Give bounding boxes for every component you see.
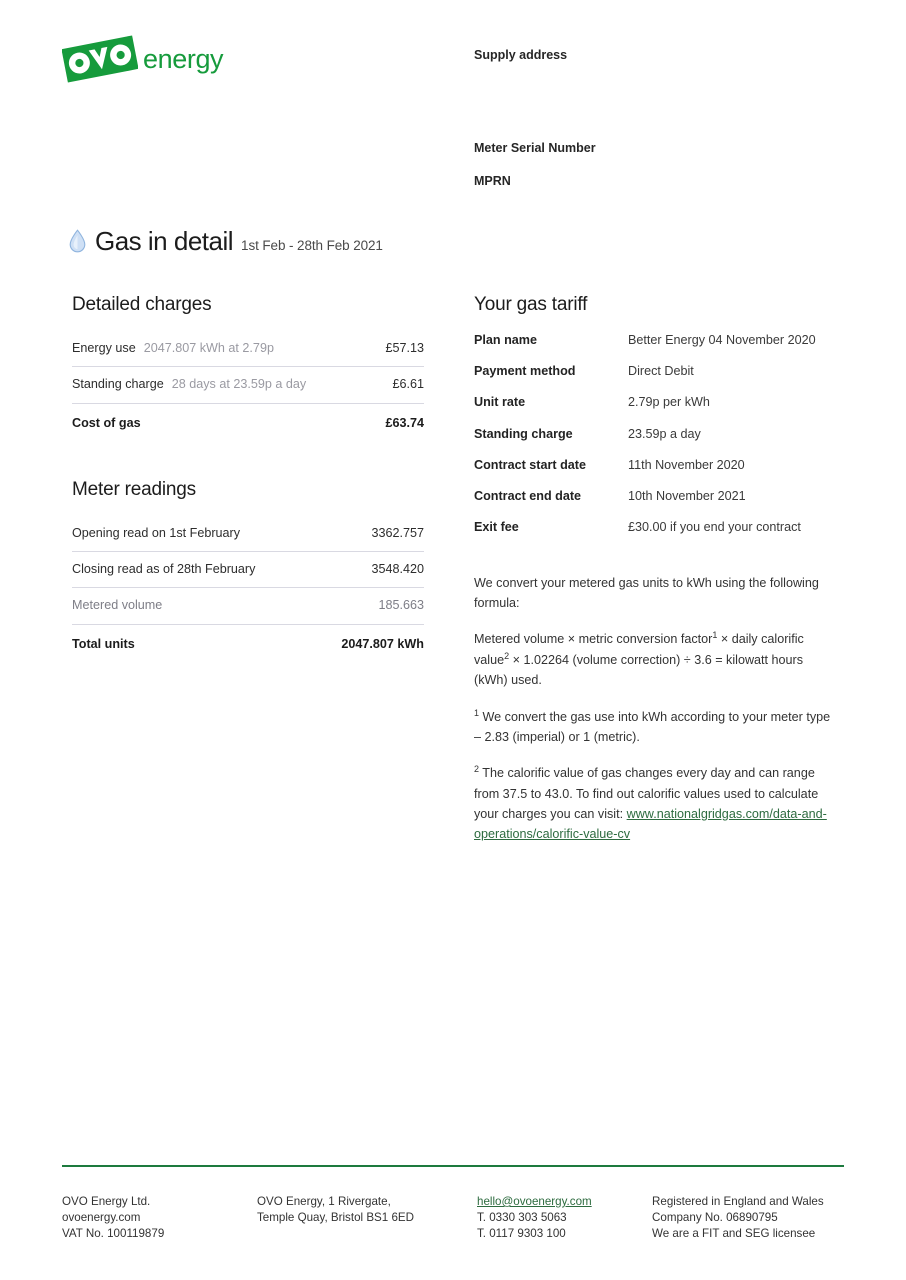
tariff-key: Contract start date — [474, 457, 586, 472]
page-title: Gas in detail — [95, 226, 234, 256]
footnote-1-marker: 1 — [474, 707, 480, 718]
left-column — [72, 294, 424, 662]
notes-intro: We convert your metered gas units to kWh using the following formula: — [474, 575, 819, 610]
ovo-logo-icon — [62, 33, 138, 85]
total-amount: £63.74 — [385, 415, 424, 430]
total-units-value: 2047.807 kWh — [341, 636, 424, 651]
tariff-row — [474, 331, 834, 349]
footer-email-line — [477, 1194, 652, 1210]
water-droplet-icon — [68, 229, 87, 253]
tariff-value: £30.00 if you end your contract — [628, 520, 801, 535]
tariff-key: Contract end date — [474, 489, 582, 504]
tariff-row — [474, 487, 834, 505]
footer-line: T. 0330 303 5063 — [477, 1210, 567, 1224]
tariff-key: Exit fee — [474, 520, 519, 535]
formula-footnote-marker-1: 1 — [712, 630, 718, 641]
supply-address-block — [474, 47, 874, 70]
footnote-2 — [474, 763, 834, 845]
reading-value: 3362.757 — [371, 525, 424, 540]
footer-address-column — [257, 1194, 477, 1242]
formula-part-2: × daily calorific value — [474, 632, 804, 667]
footer-line: T. 0117 9303 100 — [477, 1226, 566, 1240]
calorific-value-link[interactable]: www.nationalgridgas.com/data-and-operations/calorific-value-cv — [474, 807, 827, 842]
tariff-row — [474, 518, 834, 536]
footer-registration-column — [652, 1194, 852, 1242]
gas-tariff-heading: Your gas tariff — [474, 294, 588, 315]
table-row-total — [72, 625, 424, 662]
meter-serial-label: Meter Serial Number — [474, 141, 596, 155]
table-row — [72, 552, 424, 588]
tariff-list — [474, 331, 834, 537]
footnote-1 — [474, 707, 834, 748]
mprn-label: MPRN — [474, 174, 511, 188]
meter-serial-value — [474, 157, 596, 163]
ovo-energy-logo — [62, 33, 223, 85]
meter-readings-heading: Meter readings — [72, 478, 196, 500]
charge-amount: £57.13 — [385, 340, 424, 355]
tariff-value: 11th November 2020 — [628, 457, 745, 472]
reading-label: Metered volume — [72, 598, 163, 613]
footer-line: OVO Energy Ltd. — [62, 1195, 151, 1208]
supply-address-label: Supply address — [474, 48, 568, 62]
table-row — [72, 331, 424, 367]
footer-line: We are a FIT and SEG licensee — [652, 1226, 816, 1240]
formula-part-3: × 1.02264 (volume correction) ÷ 3.6 = kilowatt hours (kWh) used. — [474, 652, 804, 688]
page-header — [0, 0, 906, 215]
meter-serial-block — [474, 140, 596, 163]
tariff-value: Direct Debit — [628, 364, 694, 379]
tariff-key: Payment method — [474, 364, 576, 379]
section-spacer — [72, 441, 424, 479]
reading-value: 185.663 — [378, 598, 424, 613]
logo-wordmark: energy — [143, 43, 224, 74]
gas-in-detail-title-row — [68, 226, 383, 254]
detailed-charges-heading: Detailed charges — [72, 294, 212, 315]
tariff-key: Standing charge — [474, 426, 573, 441]
formula-part-1: Metered volume × metric conversion factor — [474, 632, 713, 647]
footer-line: OVO Energy, 1 Rivergate, — [257, 1195, 391, 1208]
supply-address-value — [474, 64, 874, 70]
reading-value: 3548.420 — [371, 562, 424, 577]
footnote-2-marker: 2 — [474, 764, 480, 775]
footer-line: Temple Quay, Bristol BS1 6ED — [257, 1210, 415, 1224]
billing-date-range: 1st Feb - 28th Feb 2021 — [241, 238, 383, 253]
charge-label: Standing charge — [72, 377, 164, 392]
charge-label: Energy use — [72, 340, 136, 355]
table-row — [72, 516, 424, 552]
detailed-charges-table — [72, 331, 424, 441]
tariff-key: Unit rate — [474, 395, 526, 410]
table-row-total — [72, 404, 424, 441]
meter-readings-table — [72, 516, 424, 662]
tariff-value: 10th November 2021 — [628, 489, 746, 504]
conversion-notes — [474, 573, 834, 845]
reading-label: Opening read on 1st February — [72, 525, 241, 540]
charge-amount: £6.61 — [392, 377, 424, 392]
total-label: Cost of gas — [72, 415, 141, 430]
footer-company-column — [62, 1194, 257, 1242]
conversion-formula — [474, 629, 834, 690]
table-row — [72, 588, 424, 624]
footer-line: ovoenergy.com — [62, 1210, 141, 1224]
charge-detail: 2047.807 kWh at 2.79p — [143, 340, 274, 355]
formula-footnote-marker-2: 2 — [504, 650, 510, 661]
charge-detail: 28 days at 23.59p a day — [171, 377, 307, 392]
tariff-value: Better Energy 04 November 2020 — [628, 332, 816, 347]
right-column — [474, 294, 834, 861]
footer-contact-column — [477, 1194, 652, 1242]
tariff-value: 23.59p a day — [628, 426, 701, 441]
tariff-row — [474, 456, 834, 474]
support-email-link[interactable]: hello@ovoenergy.com — [477, 1195, 592, 1208]
tariff-key: Plan name — [474, 332, 537, 347]
footer-line: Registered in England and Wales — [652, 1195, 824, 1208]
tariff-row — [474, 425, 834, 443]
mprn-value — [474, 190, 511, 196]
total-units-label: Total units — [72, 636, 135, 651]
footnote-1-text: We convert the gas use into kWh according to your meter type – 2.83 (imperial) or 1 (metric). — [474, 709, 831, 744]
tariff-row — [474, 362, 834, 380]
footer-divider — [62, 1165, 844, 1167]
footer-line: VAT No. 100119879 — [62, 1226, 165, 1240]
tariff-value: 2.79p per kWh — [628, 395, 710, 410]
table-row — [72, 367, 424, 403]
mprn-block — [474, 173, 511, 196]
reading-label: Closing read as of 28th February — [72, 562, 256, 577]
page-footer — [62, 1194, 852, 1242]
footnote-2-text: The calorific value of gas changes every day and can range from 37.5 to 43.0. To find out calorific values used to calculate your charges you can visit: — [474, 766, 819, 822]
footer-line: Company No. 06890795 — [652, 1210, 778, 1224]
tariff-row — [474, 393, 834, 411]
